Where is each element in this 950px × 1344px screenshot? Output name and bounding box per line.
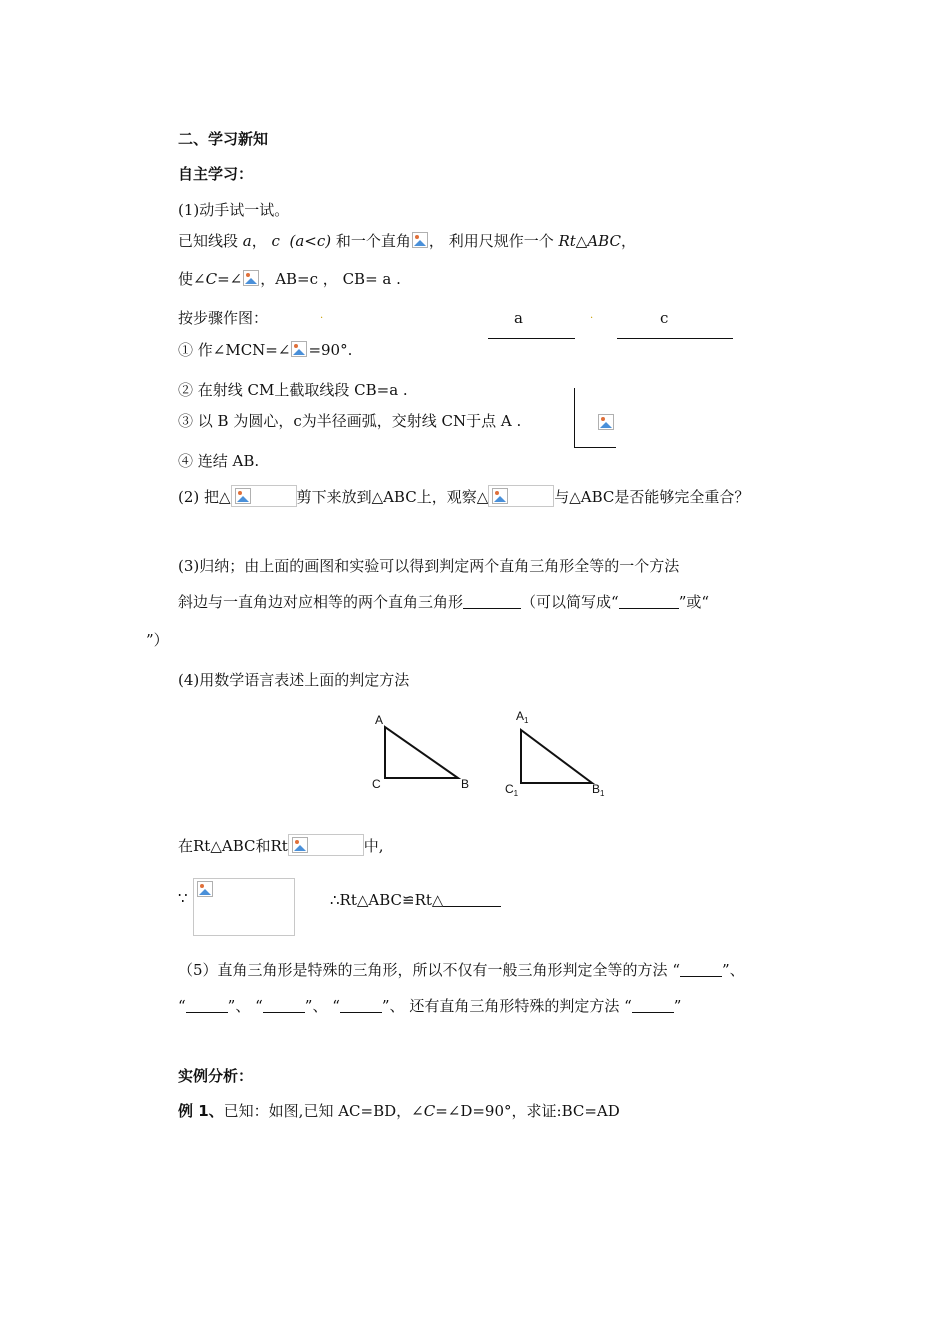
image-placeholder-icon xyxy=(235,488,251,504)
part5-line1-post: ”、 xyxy=(721,961,745,979)
image-placeholder-box xyxy=(231,485,297,507)
image-placeholder-icon xyxy=(291,341,307,357)
given-line xyxy=(178,231,636,251)
answer-blank[interactable] xyxy=(463,594,521,609)
step-2: ② 在射线 CM上截取线段 CB=a . xyxy=(178,381,408,399)
part3-line2-post: ”或“ xyxy=(678,593,710,611)
example1-label: 例 1、 xyxy=(178,1102,224,1120)
make-rest: ，AB=c ， CB= a . xyxy=(260,270,401,288)
part2-line xyxy=(178,485,749,507)
step-3: ③ 以 B 为圆心，c为半径画弧，交射线 CN于点 A . xyxy=(178,412,522,430)
rt-abc: Rt△ABC xyxy=(558,232,621,250)
vertex-b-label: B xyxy=(461,777,470,791)
answer-blank[interactable] xyxy=(340,998,382,1013)
triangles-figure xyxy=(360,700,630,800)
image-placeholder-icon xyxy=(243,270,259,286)
answer-blank[interactable] xyxy=(632,998,674,1013)
var-c: c xyxy=(271,232,280,250)
part3-line1: (3)归纳；由上面的画图和实验可以得到判定两个直角三角形全等的一个方法 xyxy=(178,557,680,575)
quote-close: ”、 “ xyxy=(304,997,340,1015)
example1-post: =∠D=90°，求证:BC=AD xyxy=(435,1102,620,1120)
part3-line2-pre: 斜边与一直角边对应相等的两个直角三角形 xyxy=(178,593,464,611)
part1-title: (1)动手试一试。 xyxy=(178,201,290,219)
quote-end: ” xyxy=(673,997,682,1015)
image-placeholder-icon xyxy=(598,414,614,430)
proof-in-pre: 在Rt△ABC和Rt xyxy=(178,837,288,855)
step-4: ④ 连结 AB. xyxy=(178,452,260,470)
vertex-b1-label: $B_1$ xyxy=(592,782,605,798)
given-text-b: 和一个直角 xyxy=(335,232,411,250)
step-1 xyxy=(178,340,352,360)
make-line xyxy=(178,269,401,289)
segment-c xyxy=(617,338,733,339)
segment-c-label: c xyxy=(660,309,669,327)
example1-c: C xyxy=(423,1102,436,1120)
self-study-heading: 自主学习： xyxy=(178,165,254,183)
answer-blank[interactable] xyxy=(680,962,722,977)
vertex-c-label: C xyxy=(372,777,381,791)
image-placeholder-box xyxy=(288,834,364,856)
therefore-text: ∴Rt△ABC≌Rt△ xyxy=(330,891,444,909)
quote-close: ”、 还有直角三角形特殊的判定方法 “ xyxy=(381,997,632,1015)
segment-a xyxy=(488,338,575,339)
example1-pre: 已知：如图,已知 AC=BD，∠ xyxy=(223,1102,424,1120)
given-text-c: ， 利用尺规作一个 xyxy=(428,232,554,250)
condition: (a<c) xyxy=(289,232,332,250)
vertex-a-label: A xyxy=(375,713,384,727)
example-1 xyxy=(178,1101,620,1121)
right-angle-vertical xyxy=(574,388,575,448)
part4-title: (4)用数学语言表述上面的判定方法 xyxy=(178,671,410,689)
image-placeholder-icon xyxy=(292,837,308,853)
proof-in-line xyxy=(178,834,384,856)
vertex-a1-label: $A_1$ xyxy=(516,709,529,725)
make-eq: =∠ xyxy=(217,270,243,288)
because-image-box xyxy=(193,878,295,936)
answer-blank[interactable] xyxy=(186,998,228,1013)
part2-pre: (2) 把△ xyxy=(178,488,231,506)
part5-line2 xyxy=(178,996,681,1016)
therefore-line xyxy=(330,890,501,910)
part2-mid: 剪下来放到△ABC上，观察△ xyxy=(296,488,489,506)
step1-post: =90°. xyxy=(308,341,353,359)
make-pre: 使∠ xyxy=(178,270,206,288)
var-a: a xyxy=(242,232,252,250)
part2-post: 与△ABC是否能够完全重合？ xyxy=(554,488,750,506)
make-c: C xyxy=(205,270,218,288)
example-heading: 实例分析： xyxy=(178,1067,254,1085)
steps-title: 按步骤作图： xyxy=(178,309,269,327)
part5-line1 xyxy=(178,960,745,980)
answer-blank[interactable] xyxy=(619,594,679,609)
part3-line3: ”） xyxy=(146,631,169,649)
image-placeholder-icon xyxy=(412,232,428,248)
end-comma: ， xyxy=(620,232,636,250)
triangle-a1b1c1 xyxy=(521,730,592,783)
dot-mark: . xyxy=(320,310,324,321)
proof-in-post: 中, xyxy=(363,837,384,855)
triangle-abc xyxy=(385,727,458,778)
part3-line2-mid: （可以简写成“ xyxy=(521,593,619,611)
right-angle-horizontal xyxy=(574,447,616,448)
step1-pre: ① 作∠MCN=∠ xyxy=(178,341,291,359)
because-symbol: ∵ xyxy=(178,889,188,907)
quote-open: “ xyxy=(178,997,186,1015)
section-title: 二、学习新知 xyxy=(178,130,269,148)
segment-a-label: a xyxy=(514,309,523,327)
part5-line1-pre: （5）直角三角形是特殊的三角形，所以不仅有一般三角形判定全等的方法 “ xyxy=(178,961,680,979)
vertex-c1-label: $C_1$ xyxy=(505,782,519,798)
image-placeholder-icon xyxy=(492,488,508,504)
part3-line2 xyxy=(178,592,709,612)
answer-blank[interactable] xyxy=(263,998,305,1013)
answer-blank[interactable] xyxy=(443,892,501,907)
comma: ， xyxy=(251,232,267,250)
image-placeholder-icon xyxy=(197,881,213,897)
given-text-a: 已知线段 xyxy=(178,232,239,250)
image-placeholder-box xyxy=(488,485,554,507)
quote-close: ”、 “ xyxy=(227,997,263,1015)
dot-mark: . xyxy=(590,310,594,321)
